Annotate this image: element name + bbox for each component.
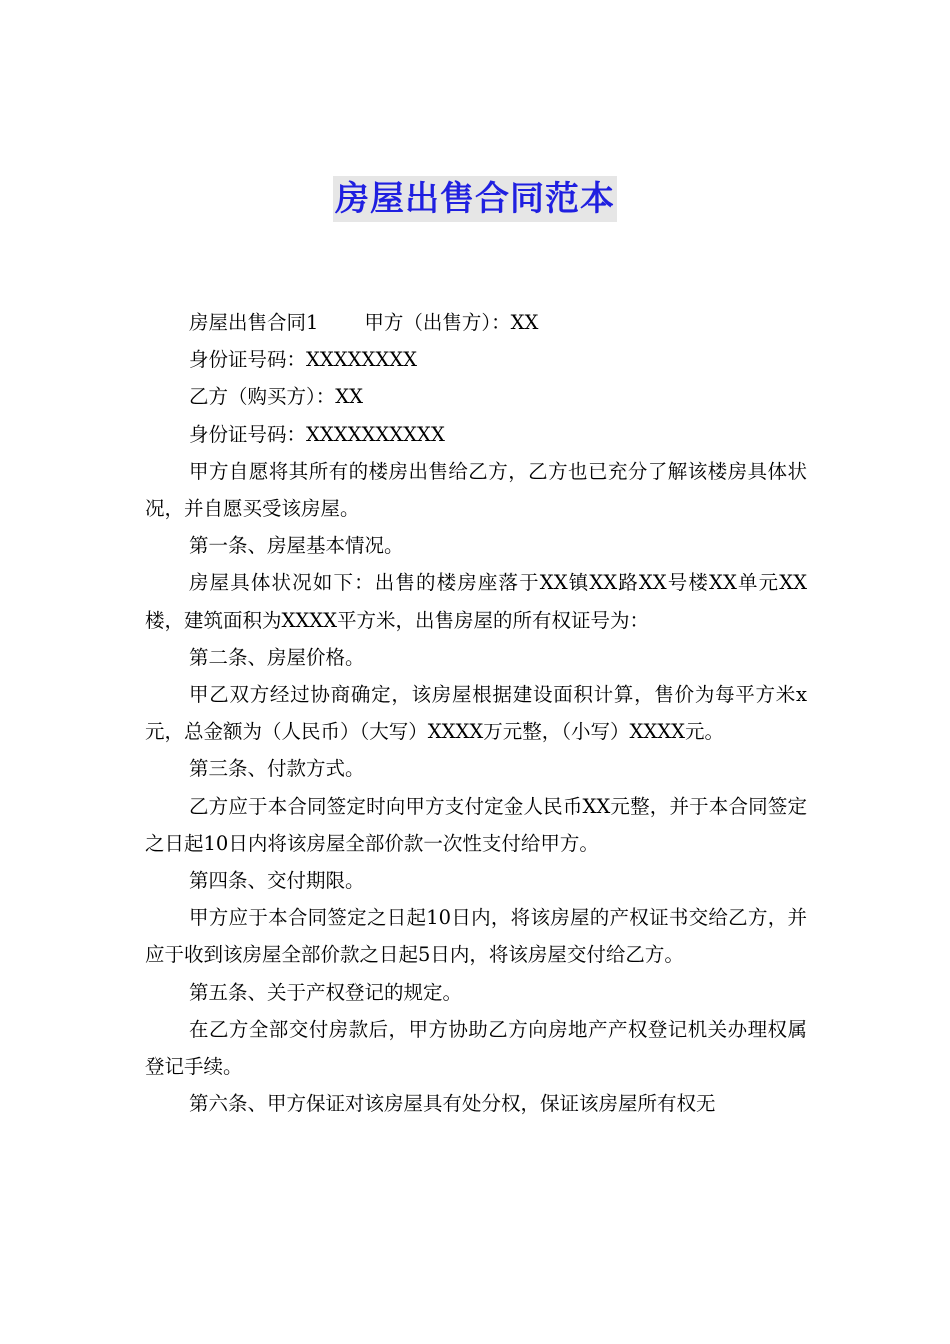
title-wrapper xyxy=(0,176,950,222)
document-body xyxy=(145,304,807,1122)
paragraph-article-3-heading: 第三条、付款方式。 xyxy=(189,757,365,781)
paragraph-party-a-id: 身份证号码：XXXXXXXX xyxy=(189,348,418,372)
paragraph-article-4-body: 甲方应于本合同签定之日起10日内，将该房屋的产权证书交给乙方，并应于收到该房屋全部价款之日起5日内，将该房屋交付给乙方。 xyxy=(145,906,807,967)
paragraph-article-6-heading: 第六条、甲方保证对该房屋具有处分权，保证该房屋所有权无 xyxy=(189,1092,716,1116)
paragraph-article-2-heading: 第二条、房屋价格。 xyxy=(189,645,365,669)
paragraph-article-3-body: 乙方应于本合同签定时向甲方支付定金人民币XX元整，并于本合同签定之日起10日内将该房屋全部价款一次性支付给甲方。 xyxy=(145,794,807,855)
paragraph-party-b-id: 身份证号码：XXXXXXXXXX xyxy=(189,422,445,446)
paragraph-article-4-heading: 第四条、交付期限。 xyxy=(189,869,365,893)
contract-number-text: 房屋出售合同1 xyxy=(189,311,319,334)
paragraph-article-1-body: 房屋具体状况如下：出售的楼房座落于XX镇XX路XX号楼XX单元XX楼，建筑面积为XXXX平方米，出售房屋的所有权证号为： xyxy=(145,571,807,632)
paragraph-article-2-body: 甲乙双方经过协商确定，该房屋根据建设面积计算，售价为每平方米x元，总金额为（人民币）（大写）XXXX万元整，（小写）XXXX元。 xyxy=(145,683,807,744)
paragraph-intro: 甲方自愿将其所有的楼房出售给乙方，乙方也已充分了解该楼房具体状况，并自愿买受该房屋。 xyxy=(145,459,807,521)
paragraph-article-5-heading: 第五条、关于产权登记的规定。 xyxy=(189,980,463,1004)
paragraph-contract-heading xyxy=(145,304,807,341)
paragraph-article-1-heading: 第一条、房屋基本情况。 xyxy=(189,534,404,558)
party-a-text: 甲方（出售方）：XX xyxy=(364,311,539,334)
document-title: 房屋出售合同范本 xyxy=(333,176,617,222)
paragraph-article-5-body: 在乙方全部交付房款后，甲方协助乙方向房地产产权登记机关办理权属登记手续。 xyxy=(145,1017,807,1079)
paragraph-party-b: 乙方（购买方）：XX xyxy=(189,385,364,409)
